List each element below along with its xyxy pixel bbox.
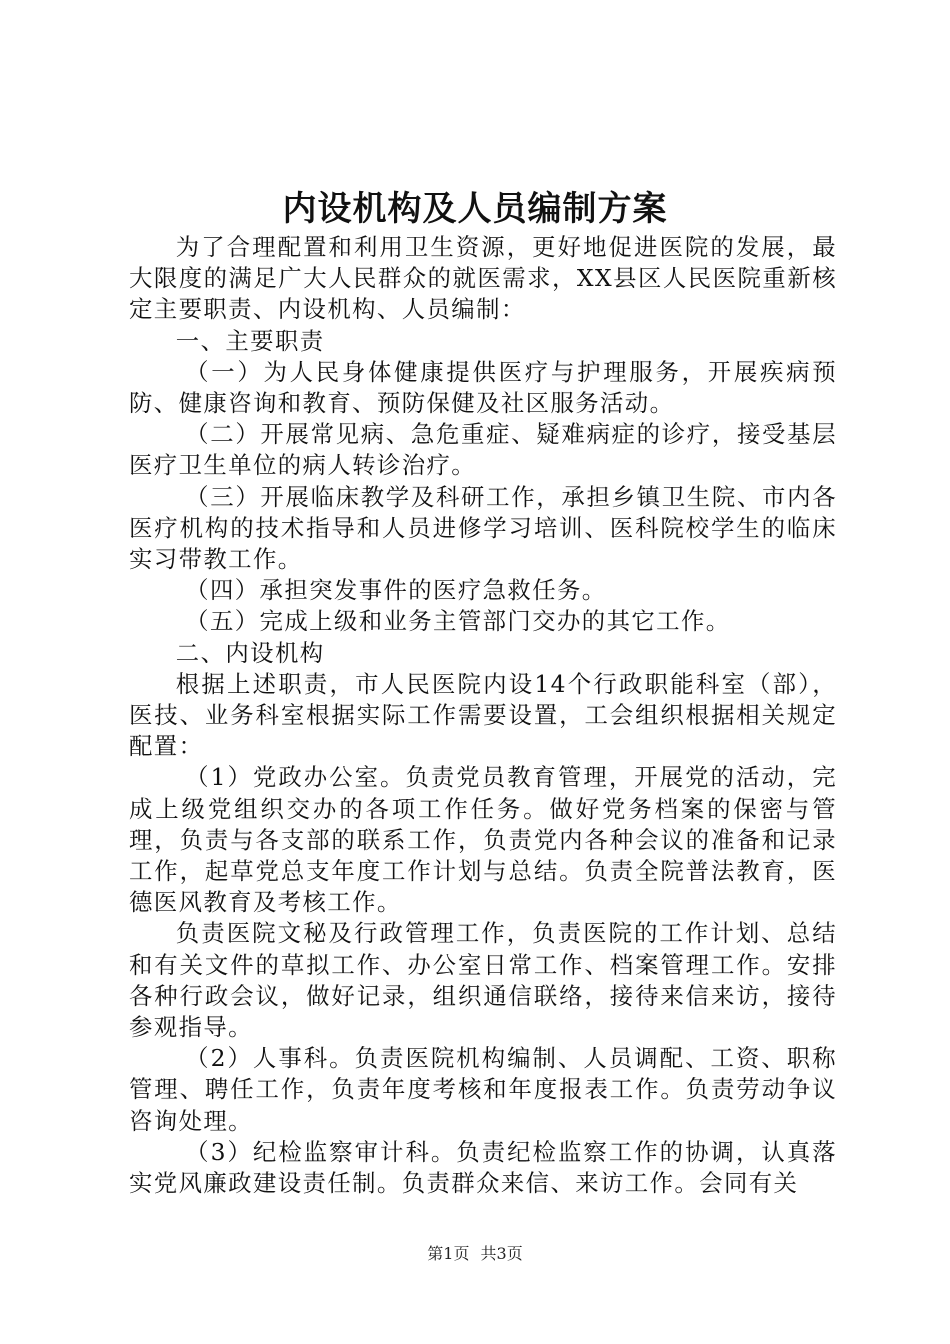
duty-item-2: （二）开展常见病、急危重症、疑难病症的诊疗，接受基层医疗卫生单位的病人转诊治疗。 <box>129 420 837 480</box>
document-title: 内设机构及人员编制方案 <box>282 189 668 229</box>
document-body <box>129 232 837 1199</box>
dept-item-2: （2）人事科。负责医院机构编制、人员调配、工资、职称管理、聘任工作，负责年度考核和年度报表工作。负责劳动争议咨询处理。 <box>129 1044 837 1135</box>
section-heading-internal-structure: 二、内设机构 <box>175 638 325 667</box>
page-footer <box>0 1242 950 1266</box>
structure-intro-paragraph: 根据上述职责，市人民医院内设14个行政职能科室（部），医技、业务科室根据实际工作需要设置，工会组织根据相关规定配置： <box>129 669 837 761</box>
duty-item-5: （五）完成上级和业务主管部门交办的其它工作。 <box>185 607 731 636</box>
duty-item-1: （一）为人民身体健康提供医疗与护理服务，开展疾病预防、健康咨询和教育、预防保健及社区服务活动。 <box>129 357 837 418</box>
section-heading-main-duties: 一、主要职责 <box>175 326 325 355</box>
duty-item-3: （三）开展临床教学及科研工作，承担乡镇卫生院、市内各医疗机构的技术指导和人员进修学习培训、医科院校学生的临床实习带教工作。 <box>129 482 837 574</box>
page-number: 第1页 <box>427 1244 470 1263</box>
dept-item-1-continued: 负责医院文秘及行政管理工作，负责医院的工作计划、总结和有关文件的草拟工作、办公室日常工作、档案管理工作。安排各种行政会议，做好记录，组织通信联络，接待来信来访，接待参观指导。 <box>129 919 837 1042</box>
duty-item-4: （四）承担突发事件的医疗急救任务。 <box>185 576 607 605</box>
page-total: 共3页 <box>480 1244 523 1263</box>
dept-item-3: （3）纪检监察审计科。负责纪检监察工作的协调，认真落实党风廉政建设责任制。负责群众来信、来访工作。会同有关 <box>129 1137 837 1198</box>
dept-item-1: （1）党政办公室。负责党员教育管理，开展党的活动，完成上级党组织交办的各项工作任务。做好党务档案的保密与管理，负责与各支部的联系工作，负责党内各种会议的准备和记录工作，起草党总支年度工作计划与总结。负责全院普法教育，医德医风教育及考核工作。 <box>129 763 837 917</box>
intro-paragraph: 为了合理配置和利用卫生资源，更好地促进医院的发展，最大限度的满足广大人民群众的就医需求，XX县区人民医院重新核定主要职责、内设机构、人员编制： <box>129 233 837 324</box>
